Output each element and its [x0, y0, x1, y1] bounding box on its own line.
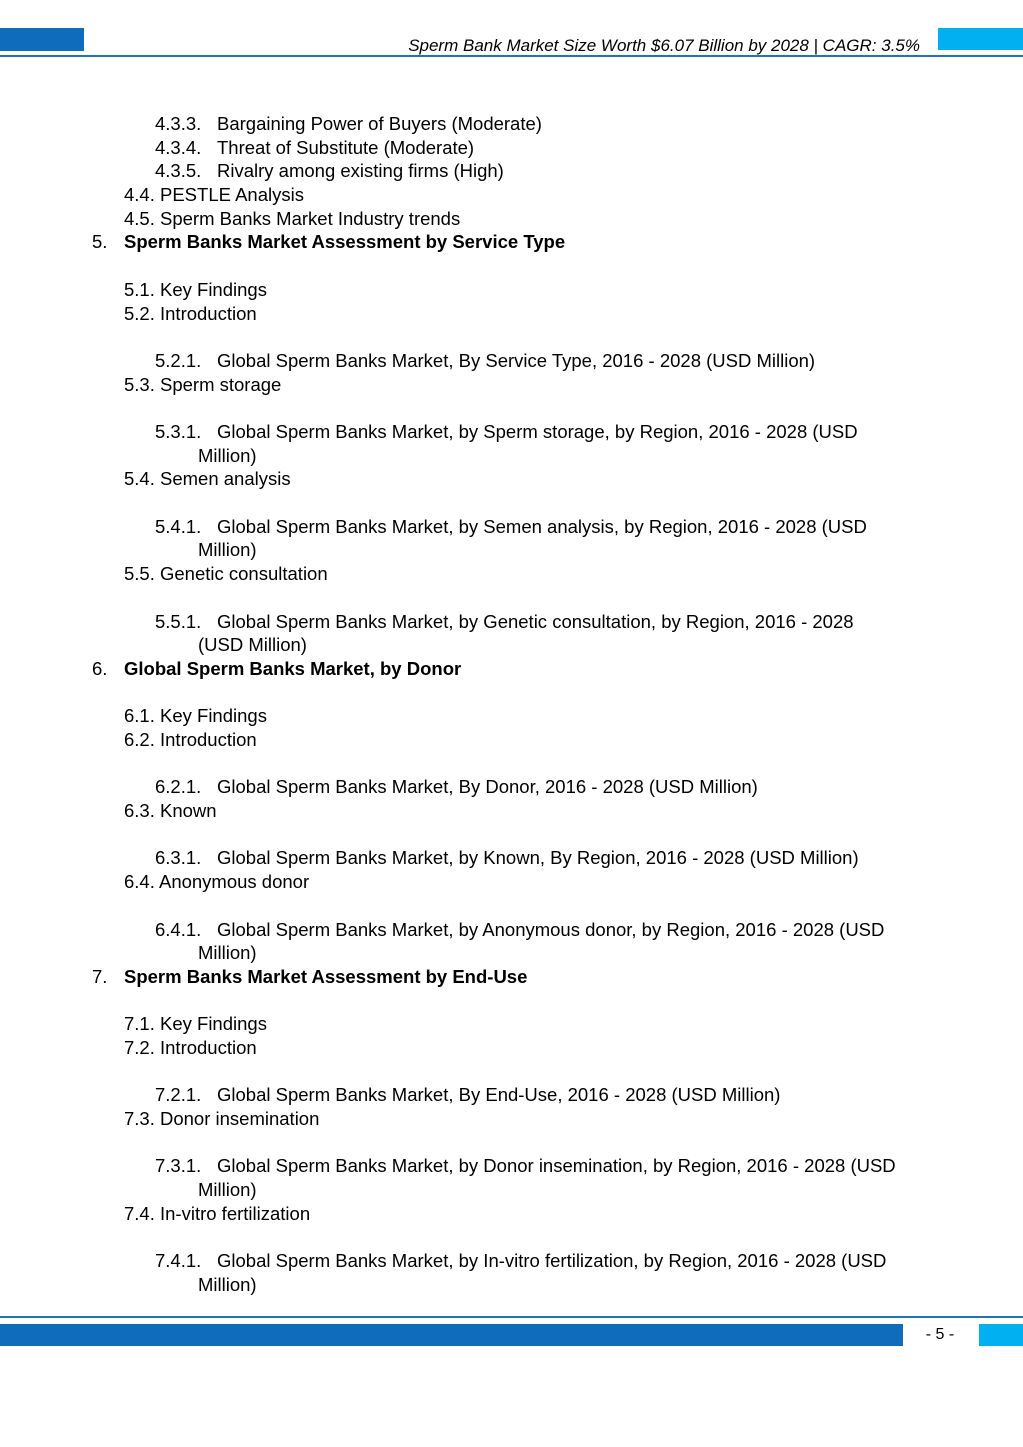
- toc-subsubsection-item: [0, 515, 1023, 562]
- toc-section-number: 5.: [92, 231, 108, 253]
- toc-item-number: 5.5.1.: [155, 610, 202, 632]
- toc-item-text: [198, 610, 927, 657]
- toc-subsubsection-item: [0, 159, 1023, 183]
- toc-subsection-item: [0, 799, 1023, 823]
- toc-subsubsection-item: [0, 918, 1023, 965]
- toc-subsection-title: 5.3. Sperm storage: [124, 373, 282, 395]
- toc-subsection-title: 6.2. Introduction: [124, 729, 257, 751]
- toc-item-text: [198, 1249, 927, 1296]
- table-of-contents: [0, 112, 1023, 1297]
- toc-item-title: Global Sperm Banks Market, By Service Type, 2016 - 2028 (USD Million): [217, 349, 816, 371]
- toc-subsection-item: [0, 467, 1023, 491]
- toc-item-number: 6.3.1.: [155, 847, 202, 869]
- toc-item-number: 5.4.1.: [155, 515, 202, 537]
- toc-section-title: Global Sperm Banks Market, by Donor: [124, 657, 462, 679]
- toc-spacer: [0, 989, 1023, 1013]
- toc-subsubsection-item: [0, 1249, 1023, 1296]
- toc-subsection-item: [0, 1012, 1023, 1036]
- toc-subsubsection-item: [0, 610, 1023, 657]
- toc-item-title: Global Sperm Banks Market, by Genetic consultation, by Region, 2016 - 2028: [217, 610, 854, 632]
- toc-section-heading: [0, 230, 1023, 254]
- toc-spacer: [0, 1131, 1023, 1155]
- toc-subsection-title: 5.2. Introduction: [124, 302, 257, 324]
- toc-item-text: [217, 775, 927, 799]
- header-accent-block-left: [0, 28, 84, 51]
- toc-subsection-item: [0, 278, 1023, 302]
- toc-subsubsection-item: [0, 1154, 1023, 1201]
- toc-subsection-item: [0, 183, 1023, 207]
- footer-bar: [0, 1324, 903, 1346]
- toc-item-title: Global Sperm Banks Market, by Sperm storage, by Region, 2016 - 2028 (USD: [217, 421, 858, 442]
- toc-item-title-continued: Million): [198, 942, 257, 964]
- toc-subsection-title: 6.1. Key Findings: [124, 705, 267, 727]
- toc-subsection-title: 5.4. Semen analysis: [124, 468, 291, 490]
- toc-subsection-title: 5.5. Genetic consultation: [124, 563, 328, 585]
- toc-item-number: 6.4.1.: [155, 918, 202, 940]
- toc-subsection-item: [0, 302, 1023, 326]
- toc-subsubsection-item: [0, 846, 1023, 870]
- header-title: Sperm Bank Market Size Worth $6.07 Billion by 2028 | CAGR: 3.5%: [408, 36, 920, 55]
- toc-item-title-continued: Million): [198, 1179, 257, 1201]
- toc-subsection-item: [0, 704, 1023, 728]
- toc-section-heading: [0, 965, 1023, 989]
- toc-subsection-title: 5.1. Key Findings: [124, 278, 267, 300]
- toc-item-title: Global Sperm Banks Market, by Known, By Region, 2016 - 2028 (USD Million): [217, 847, 859, 869]
- toc-item-number: 5.3.1.: [155, 421, 202, 442]
- footer-rule: [0, 1316, 1023, 1318]
- toc-item-title: Global Sperm Banks Market, by In-vitro fertilization, by Region, 2016 - 2028 (USD: [217, 1250, 887, 1272]
- toc-spacer: [0, 1226, 1023, 1250]
- toc-spacer: [0, 254, 1023, 278]
- toc-subsubsection-item: [0, 775, 1023, 799]
- toc-subsection-title: 7.2. Introduction: [124, 1037, 257, 1059]
- toc-item-title: Global Sperm Banks Market, by Anonymous donor, by Region, 2016 - 2028 (USD: [217, 918, 885, 940]
- toc-subsection-title: 7.3. Donor insemination: [124, 1108, 320, 1130]
- toc-item-title-continued: (USD Million): [198, 634, 307, 656]
- toc-item-number: 7.2.1.: [155, 1084, 202, 1106]
- toc-subsection-item: [0, 1036, 1023, 1060]
- toc-subsection-title: 7.4. In-vitro fertilization: [124, 1202, 311, 1224]
- toc-spacer: [0, 396, 1023, 420]
- toc-item-title: Global Sperm Banks Market, by Donor insemination, by Region, 2016 - 2028 (USD: [217, 1155, 896, 1177]
- toc-section-title: Sperm Banks Market Assessment by Service Type: [124, 231, 566, 253]
- toc-section-number: 7.: [92, 965, 108, 987]
- toc-item-text: [217, 349, 927, 373]
- toc-item-number: 4.3.3.: [155, 113, 202, 134]
- toc-section-title: Sperm Banks Market Assessment by End-Use: [124, 965, 528, 987]
- toc-subsection-item: [0, 562, 1023, 586]
- toc-subsection-title: 7.1. Key Findings: [124, 1013, 267, 1035]
- toc-subsubsection-item: [0, 420, 1023, 467]
- toc-item-number: 4.3.5.: [155, 160, 202, 182]
- toc-spacer: [0, 325, 1023, 349]
- toc-subsubsection-item: [0, 349, 1023, 373]
- toc-item-title: Rivalry among existing firms (High): [217, 160, 504, 182]
- toc-subsubsection-item: [0, 1083, 1023, 1107]
- toc-item-title-continued: Million): [198, 444, 257, 466]
- toc-subsubsection-item: [0, 136, 1023, 160]
- toc-item-title: Global Sperm Banks Market, By Donor, 2016 - 2028 (USD Million): [217, 776, 758, 798]
- toc-spacer: [0, 681, 1023, 705]
- toc-item-text: [217, 1083, 927, 1107]
- toc-item-title: Global Sperm Banks Market, by Semen analysis, by Region, 2016 - 2028 (USD: [217, 515, 867, 537]
- toc-item-title-continued: Million): [198, 1273, 257, 1295]
- header-accent-block-right: [938, 28, 1023, 50]
- toc-item-number: 7.4.1.: [155, 1250, 202, 1272]
- toc-item-text: [198, 420, 927, 467]
- footer-accent-block-right: [979, 1324, 1023, 1346]
- toc-subsubsection-item: [0, 112, 1023, 136]
- toc-spacer: [0, 491, 1023, 515]
- toc-item-number: 5.2.1.: [155, 349, 202, 371]
- toc-item-text: [217, 136, 927, 160]
- toc-spacer: [0, 1060, 1023, 1084]
- toc-item-text: [217, 112, 927, 136]
- toc-spacer: [0, 894, 1023, 918]
- toc-item-title: Threat of Substitute (Moderate): [217, 136, 475, 158]
- toc-subsection-item: [0, 1107, 1023, 1131]
- toc-spacer: [0, 752, 1023, 776]
- toc-subsection-item: [0, 373, 1023, 397]
- toc-subsection-item: [0, 1202, 1023, 1226]
- toc-subsection-title: 6.4. Anonymous donor: [124, 871, 310, 893]
- toc-item-number: 7.3.1.: [155, 1155, 202, 1177]
- toc-item-text: [217, 846, 927, 870]
- toc-item-text: [217, 159, 927, 183]
- toc-item-title-continued: Million): [198, 539, 257, 561]
- toc-subsection-item: [0, 728, 1023, 752]
- toc-subsection-item: [0, 870, 1023, 894]
- toc-item-text: [198, 918, 927, 965]
- toc-item-text: [198, 1154, 927, 1201]
- toc-spacer: [0, 586, 1023, 610]
- toc-subsection-item: [0, 207, 1023, 231]
- toc-subsection-title: 4.5. Sperm Banks Market Industry trends: [124, 207, 461, 229]
- toc-item-number: 6.2.1.: [155, 776, 202, 798]
- toc-subsection-title: 4.4. PESTLE Analysis: [124, 184, 304, 206]
- toc-item-title: Global Sperm Banks Market, By End-Use, 2016 - 2028 (USD Million): [217, 1084, 781, 1106]
- toc-subsection-title: 6.3. Known: [124, 800, 217, 822]
- header-rule: [0, 55, 1023, 57]
- toc-section-number: 6.: [92, 657, 108, 679]
- toc-section-heading: [0, 657, 1023, 681]
- toc-item-title: Bargaining Power of Buyers (Moderate): [217, 113, 542, 134]
- page-number: - 5 -: [925, 1326, 955, 1343]
- toc-item-text: [198, 515, 927, 562]
- toc-item-number: 4.3.4.: [155, 136, 202, 158]
- toc-spacer: [0, 823, 1023, 847]
